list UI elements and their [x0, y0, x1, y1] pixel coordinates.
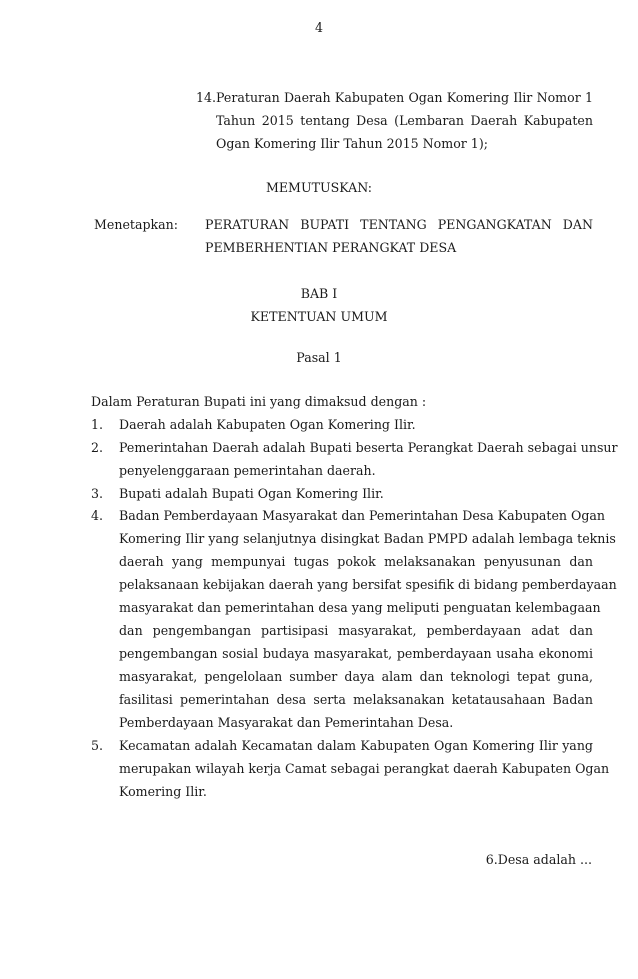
definition-line: penyelenggaraan pemerintahan daerah. [119, 463, 376, 478]
item-14-number: 14. [196, 90, 217, 105]
article-heading: Pasal 1 [296, 350, 342, 365]
definition-line: Komering Ilir. [119, 784, 207, 799]
definition-line: daerah yang mempunyai tugas pokok melaksanakan penyusunan dan [119, 554, 593, 569]
page-number: 4 [314, 20, 323, 35]
definition-line: pelaksanaan kebijakan daerah yang bersifat spesifik di bidang pemberdayaan [119, 577, 617, 592]
chapter-heading: BAB I [300, 286, 338, 301]
definition-number: 2. [91, 440, 104, 455]
definition-number: 4. [91, 508, 104, 523]
menetapkan-label: Menetapkan: [94, 217, 179, 232]
menetapkan-line: PEMBERHENTIAN PERANGKAT DESA [205, 240, 457, 255]
definition-line: masyarakat dan pemerintahan desa yang meliputi penguatan kelembagaan [119, 600, 601, 615]
definition-number: 5. [91, 738, 104, 753]
definition-line: Kecamatan adalah Kecamatan dalam Kabupaten Ogan Komering Ilir yang [119, 738, 593, 753]
item-14-line: Ogan Komering Ilir Tahun 2015 Nomor 1); [216, 136, 488, 151]
definition-line: Pemberdayaan Masyarakat dan Pemerintahan Desa. [119, 715, 454, 730]
item-14-line: Peraturan Daerah Kabupaten Ogan Komering Ilir Nomor 1 [216, 90, 593, 105]
definition-line: Komering Ilir yang selanjutnya disingkat Badan PMPD adalah lembaga teknis [119, 531, 616, 546]
definition-line: Badan Pemberdayaan Masyarakat dan Pemerintahan Desa Kabupaten Ogan [119, 508, 606, 523]
continuation-note: 6.Desa adalah ... [485, 852, 592, 867]
definition-line: pengembangan sosial budaya masyarakat, pemberdayaan usaha ekonomi [119, 646, 593, 661]
definition-line: fasilitasi pemerintahan desa serta melaksanakan ketatausahaan Badan [119, 692, 593, 707]
item-14-line: Tahun 2015 tentang Desa (Lembaran Daerah Kabupaten [216, 113, 593, 128]
definition-line: dan pengembangan partisipasi masyarakat, pemberdayaan adat dan [119, 623, 593, 638]
definition-line: masyarakat, pengelolaan sumber daya alam dan teknologi tepat guna, [119, 669, 593, 684]
definition-line: merupakan wilayah kerja Camat sebagai perangkat daerah Kabupaten Ogan [119, 761, 610, 776]
definition-line: Pemerintahan Daerah adalah Bupati beserta Perangkat Daerah sebagai unsur [119, 440, 618, 455]
definition-line: Bupati adalah Bupati Ogan Komering Ilir. [119, 486, 384, 501]
definition-number: 1. [91, 417, 104, 432]
definitions-intro: Dalam Peraturan Bupati ini yang dimaksud dengan : [91, 394, 427, 409]
memutuskan-heading: MEMUTUSKAN: [265, 180, 373, 195]
chapter-title: KETENTUAN UMUM [250, 309, 388, 324]
menetapkan-line: PERATURAN BUPATI TENTANG PENGANGKATAN DAN [205, 217, 593, 232]
definition-number: 3. [91, 486, 104, 501]
definition-line: Daerah adalah Kabupaten Ogan Komering Ilir. [119, 417, 416, 432]
